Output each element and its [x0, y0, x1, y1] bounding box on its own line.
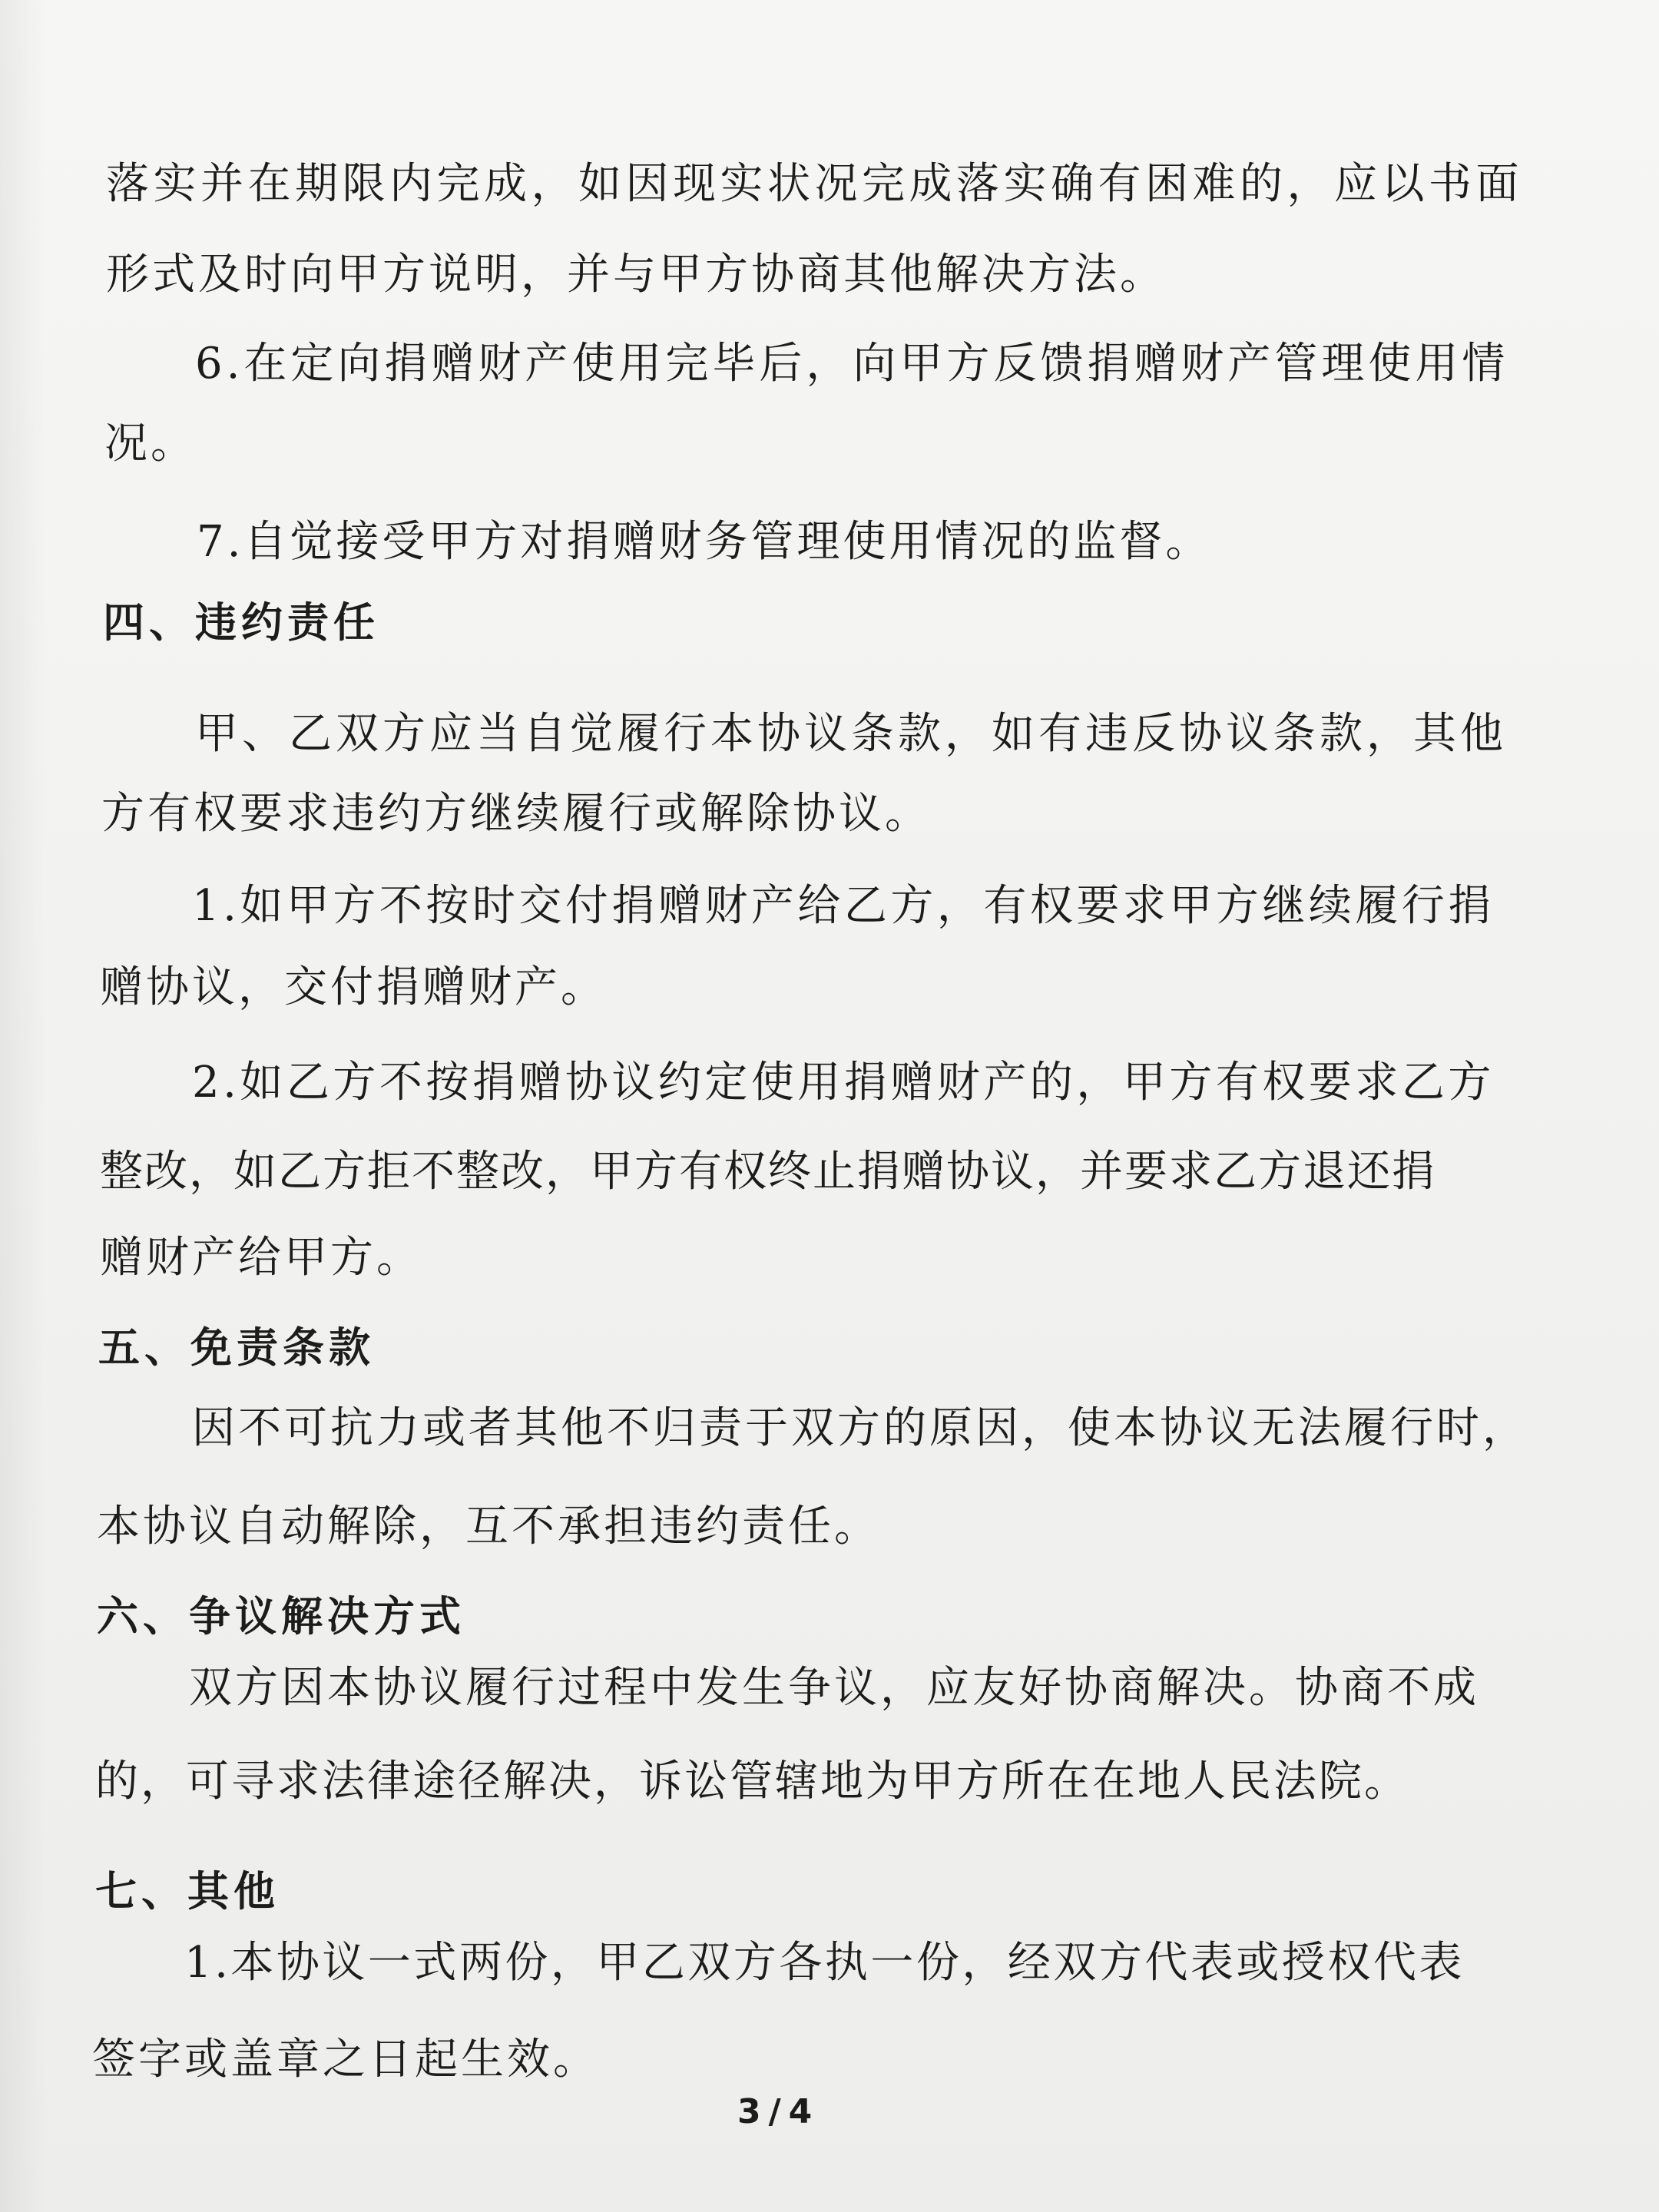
text-line: 因不可抗力或者其他不归责于双方的原因，使本协议无法履行时， [192, 1403, 1528, 1453]
text-line: 本协议自动解除，互不承担违约责任。 [97, 1502, 880, 1551]
text-line: 1.本协议一式两份，甲乙双方各执一份，经双方代表或授权代表 [184, 1938, 1465, 1988]
text-line: 赠财产给甲方。 [100, 1233, 422, 1283]
section-heading-exemption: 五、免责条款 [98, 1323, 375, 1372]
text-line: 甲、乙双方应当自觉履行本协议条款，如有违反协议条款，其他 [195, 709, 1507, 759]
page-number: 3/4 [737, 2092, 820, 2131]
text-line: 6.在定向捐赠财产使用完毕后，向甲方反馈捐赠财产管理使用情 [195, 339, 1509, 389]
text-line: 7.自觉接受甲方对捐赠财务管理使用情况的监督。 [197, 517, 1212, 567]
text-line: 1.如甲方不按时交付捐赠财产给乙方，有权要求甲方继续履行捐 [192, 881, 1495, 931]
text-line: 整改，如乙方拒不整改，甲方有权终止捐赠协议，并要求乙方退还捐 [100, 1147, 1436, 1197]
text-line: 签字或盖章之日起生效。 [92, 2035, 599, 2085]
page-edge-shadow [0, 0, 46, 2212]
text-line: 的，可寻求法律途径解决，诉讼管辖地为甲方所在在地人民法院。 [95, 1757, 1409, 1806]
text-line: 落实并在期限内完成，如因现实状况完成落实确有困难的，应以书面 [106, 159, 1523, 209]
section-heading-breach: 四、违约责任 [103, 598, 379, 647]
text-line: 赠协议，交付捐赠财产。 [100, 962, 607, 1012]
section-heading-dispute: 六、争议解决方式 [97, 1592, 465, 1641]
text-line: 况。 [104, 419, 197, 469]
text-line: 形式及时向甲方说明，并与甲方协商其他解决方法。 [106, 250, 1166, 300]
text-line: 方有权要求违约方继续履行或解除协议。 [101, 789, 931, 839]
text-line: 双方因本协议履行过程中发生争议，应友好协商解决。协商不成 [189, 1663, 1479, 1713]
text-line: 2.如乙方不按捐赠协议约定使用捐赠财产的，甲方有权要求乙方 [192, 1058, 1495, 1108]
section-heading-other: 七、其他 [95, 1867, 280, 1916]
